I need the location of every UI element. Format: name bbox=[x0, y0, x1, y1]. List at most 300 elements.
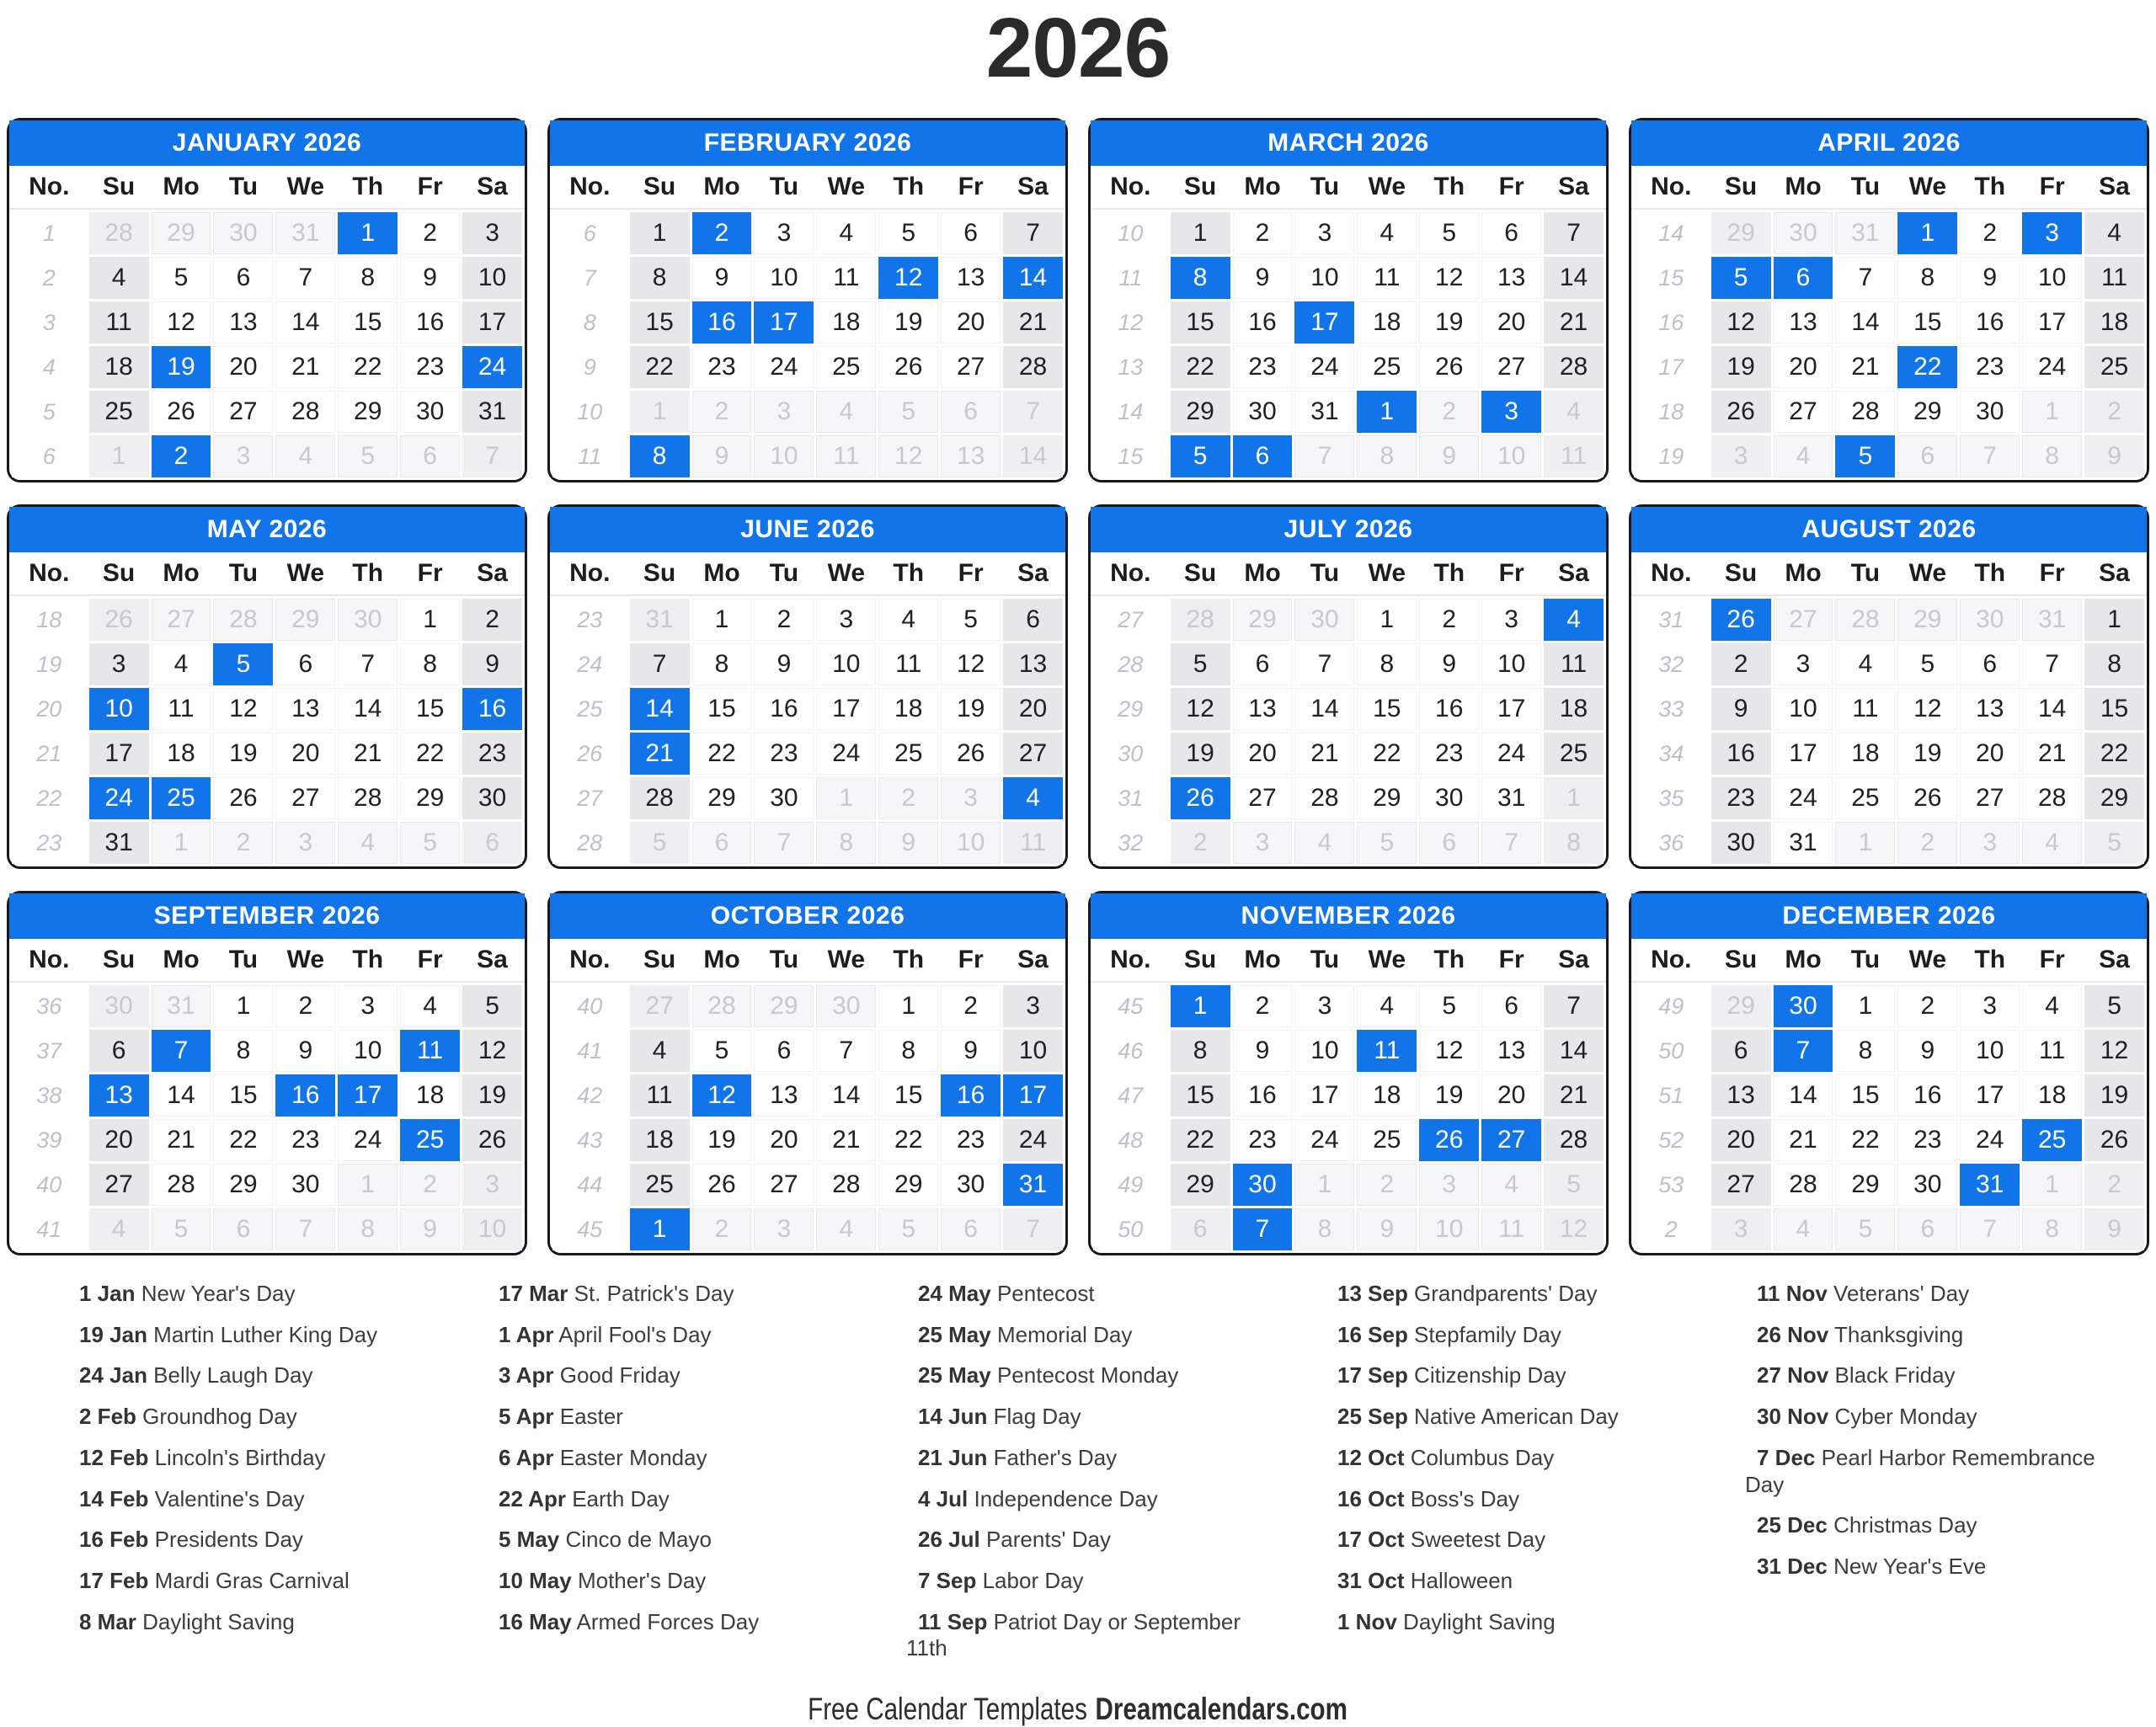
day-cell: 29 bbox=[1897, 391, 1957, 433]
day-cell: 30 bbox=[941, 1164, 1001, 1206]
day-cell: 6 bbox=[941, 391, 1001, 433]
day-header-cell: We bbox=[286, 173, 325, 200]
holiday-date: 1 Jan bbox=[79, 1281, 136, 1306]
day-cell: 9 bbox=[692, 435, 752, 477]
day-cell: 4 bbox=[1294, 822, 1354, 864]
day-header-cell: Su bbox=[1183, 559, 1217, 587]
holiday-name: Christmas Day bbox=[1827, 1512, 1977, 1538]
day-cell: 3 bbox=[754, 391, 814, 433]
holiday-list bbox=[1745, 1281, 2122, 1676]
holiday-name: Belly Laugh Day bbox=[147, 1362, 313, 1389]
day-cell: 2 bbox=[2084, 1164, 2144, 1206]
day-cell: 3 bbox=[1233, 822, 1293, 864]
day-cell: 31 bbox=[1294, 391, 1354, 433]
day-cell: 5 bbox=[213, 643, 273, 685]
day-header-cell: We bbox=[286, 559, 325, 587]
day-cell: 14 bbox=[275, 301, 335, 344]
day-cell: 4 bbox=[338, 822, 398, 864]
day-cell: 23 bbox=[692, 346, 752, 388]
day-cell: 20 bbox=[213, 346, 273, 388]
week-number: 19 bbox=[1634, 435, 1709, 477]
day-header-row bbox=[550, 552, 1065, 596]
week-number: 35 bbox=[1634, 777, 1709, 819]
holiday-date: 7 Dec bbox=[1757, 1444, 1816, 1470]
week-number: 48 bbox=[1093, 1119, 1168, 1161]
day-cell: 8 bbox=[1357, 435, 1417, 477]
day-cell: 2 bbox=[692, 391, 752, 433]
day-header-cell: Tu bbox=[228, 559, 259, 587]
week-number: 52 bbox=[1634, 1119, 1709, 1161]
week-number: 46 bbox=[1093, 1030, 1168, 1072]
day-header-cell: Fr bbox=[417, 173, 443, 200]
day-header-cell: Th bbox=[1433, 173, 1465, 200]
day-cell: 9 bbox=[400, 257, 460, 299]
day-header-row bbox=[1091, 166, 1606, 210]
day-cell: 4 bbox=[2022, 985, 2082, 1027]
holiday-entry bbox=[1326, 1568, 1703, 1595]
week-number: 15 bbox=[1093, 435, 1168, 477]
day-header-cell: Mo bbox=[163, 173, 200, 200]
holiday-name: Citizenship Day bbox=[1407, 1362, 1566, 1389]
day-cell: 5 bbox=[1835, 435, 1895, 477]
day-cell: 10 bbox=[89, 688, 149, 730]
day-cell: 15 bbox=[338, 301, 398, 344]
day-cell: 2 bbox=[400, 1164, 460, 1206]
day-cell: 30 bbox=[462, 777, 522, 819]
week-number: 50 bbox=[1634, 1030, 1709, 1072]
day-cell: 22 bbox=[1835, 1119, 1895, 1161]
day-cell: 27 bbox=[1233, 777, 1293, 819]
day-cell: 25 bbox=[152, 777, 211, 819]
day-cell: 16 bbox=[754, 688, 814, 730]
day-cell: 2 bbox=[941, 985, 1001, 1027]
holiday-date: 16 May bbox=[499, 1608, 572, 1634]
day-cell: 19 bbox=[1419, 1074, 1479, 1117]
day-cell: 19 bbox=[692, 1119, 752, 1161]
day-cell: 27 bbox=[1003, 733, 1063, 775]
day-header-cell: Su bbox=[1724, 173, 1758, 200]
day-cell: 22 bbox=[1357, 733, 1417, 775]
day-cell: 18 bbox=[878, 688, 938, 730]
day-header-cell: Tu bbox=[769, 946, 799, 973]
day-header-cell: Sa bbox=[1558, 559, 1589, 587]
day-cell: 6 bbox=[1233, 435, 1293, 477]
holiday-list bbox=[1326, 1281, 1703, 1676]
day-cell: 17 bbox=[338, 1074, 398, 1117]
holiday-date: 25 May bbox=[918, 1321, 991, 1347]
day-cell: 11 bbox=[1544, 643, 1604, 685]
day-cell: 3 bbox=[462, 212, 522, 254]
day-cell: 25 bbox=[816, 346, 876, 388]
day-cell: 6 bbox=[462, 822, 522, 864]
day-cell: 2 bbox=[1960, 212, 2020, 254]
day-cell: 3 bbox=[213, 435, 273, 477]
day-header-cell: We bbox=[827, 559, 866, 587]
day-cell: 9 bbox=[1419, 435, 1479, 477]
day-cell: 2 bbox=[754, 599, 814, 641]
day-cell: 14 bbox=[1774, 1074, 1833, 1117]
day-cell: 1 bbox=[1171, 985, 1230, 1027]
day-cell: 7 bbox=[1481, 822, 1541, 864]
day-cell: 9 bbox=[1960, 257, 2020, 299]
day-cell: 24 bbox=[462, 346, 522, 388]
day-cell: 5 bbox=[462, 985, 522, 1027]
day-cell: 7 bbox=[1294, 435, 1354, 477]
holiday-name: Daylight Saving bbox=[1396, 1608, 1556, 1634]
weeks-grid bbox=[1091, 210, 1606, 480]
weeks-grid bbox=[1631, 983, 2147, 1253]
day-cell: 27 bbox=[213, 391, 273, 433]
week-number: 34 bbox=[1634, 733, 1709, 775]
day-header-cell: No. bbox=[1651, 946, 1692, 973]
day-cell: 9 bbox=[692, 257, 752, 299]
day-cell: 16 bbox=[1233, 301, 1293, 344]
holiday-list bbox=[487, 1281, 864, 1676]
day-header-cell: Tu bbox=[228, 173, 259, 200]
day-cell: 10 bbox=[1960, 1030, 2020, 1072]
day-cell: 31 bbox=[1003, 1164, 1063, 1206]
holiday-date: 14 Feb bbox=[79, 1485, 149, 1511]
day-cell: 15 bbox=[1171, 1074, 1230, 1117]
day-cell: 5 bbox=[878, 391, 938, 433]
week-number: 31 bbox=[1093, 777, 1168, 819]
day-cell: 8 bbox=[1544, 822, 1604, 864]
week-number: 33 bbox=[1634, 688, 1709, 730]
month-block bbox=[547, 891, 1068, 1255]
day-header-cell: Mo bbox=[1244, 559, 1281, 587]
day-cell: 1 bbox=[630, 212, 690, 254]
day-cell: 3 bbox=[1711, 435, 1771, 477]
day-cell: 23 bbox=[275, 1119, 335, 1161]
day-cell: 12 bbox=[2084, 1030, 2144, 1072]
day-cell: 17 bbox=[1960, 1074, 2020, 1117]
day-cell: 20 bbox=[754, 1119, 814, 1161]
week-number: 50 bbox=[1093, 1208, 1168, 1250]
weeks-grid bbox=[550, 983, 1065, 1253]
day-cell: 2 bbox=[462, 599, 522, 641]
day-header-cell: Su bbox=[1183, 173, 1217, 200]
footer bbox=[0, 1692, 2156, 1727]
day-cell: 26 bbox=[462, 1119, 522, 1161]
holiday-entry bbox=[1745, 1281, 2122, 1308]
day-cell: 2 bbox=[400, 212, 460, 254]
day-cell: 14 bbox=[1544, 257, 1604, 299]
holiday-entry bbox=[906, 1404, 1283, 1431]
week-number: 22 bbox=[12, 777, 87, 819]
day-cell: 23 bbox=[754, 733, 814, 775]
day-cell: 5 bbox=[630, 822, 690, 864]
day-cell: 12 bbox=[878, 257, 938, 299]
week-number: 47 bbox=[1093, 1074, 1168, 1117]
day-cell: 10 bbox=[1003, 1030, 1063, 1072]
holiday-date: 2 Feb bbox=[79, 1404, 136, 1430]
day-cell: 5 bbox=[2084, 985, 2144, 1027]
day-cell: 1 bbox=[878, 985, 938, 1027]
holiday-date: 16 Sep bbox=[1337, 1321, 1408, 1347]
day-cell: 11 bbox=[878, 643, 938, 685]
day-cell: 5 bbox=[1419, 985, 1479, 1027]
day-cell: 2 bbox=[1357, 1164, 1417, 1206]
day-cell: 17 bbox=[89, 733, 149, 775]
week-number: 42 bbox=[552, 1074, 627, 1117]
day-cell: 7 bbox=[1960, 1208, 2020, 1250]
day-header-row bbox=[9, 552, 525, 596]
day-cell: 8 bbox=[400, 643, 460, 685]
day-cell: 28 bbox=[1835, 391, 1895, 433]
day-cell: 18 bbox=[630, 1119, 690, 1161]
day-cell: 9 bbox=[1711, 688, 1771, 730]
day-cell: 10 bbox=[1419, 1208, 1479, 1250]
day-cell: 31 bbox=[1960, 1164, 2020, 1206]
day-cell: 3 bbox=[1960, 985, 2020, 1027]
day-cell: 31 bbox=[630, 599, 690, 641]
week-number: 1 bbox=[12, 212, 87, 254]
day-header-cell: Sa bbox=[1017, 559, 1049, 587]
day-header-cell: Su bbox=[102, 173, 136, 200]
day-cell: 28 bbox=[1835, 599, 1895, 641]
holiday-date: 16 Oct bbox=[1337, 1485, 1405, 1511]
day-cell: 7 bbox=[2022, 643, 2082, 685]
day-cell: 1 bbox=[630, 391, 690, 433]
day-header-cell: We bbox=[1908, 946, 1947, 973]
week-number: 41 bbox=[12, 1208, 87, 1250]
day-header-row bbox=[550, 166, 1065, 210]
day-cell: 12 bbox=[1711, 301, 1771, 344]
day-cell: 20 bbox=[1960, 733, 2020, 775]
holiday-entry bbox=[1745, 1322, 2122, 1349]
day-header-cell: We bbox=[827, 946, 866, 973]
day-cell: 12 bbox=[1171, 688, 1230, 730]
day-cell: 28 bbox=[816, 1164, 876, 1206]
holiday-entry bbox=[487, 1322, 864, 1349]
day-cell: 22 bbox=[400, 733, 460, 775]
day-cell: 20 bbox=[275, 733, 335, 775]
day-cell: 18 bbox=[89, 346, 149, 388]
day-cell: 4 bbox=[816, 391, 876, 433]
day-cell: 26 bbox=[1711, 599, 1771, 641]
day-cell: 20 bbox=[1774, 346, 1833, 388]
month-title: MAY 2026 bbox=[9, 507, 525, 552]
day-cell: 19 bbox=[941, 688, 1001, 730]
day-cell: 8 bbox=[2084, 643, 2144, 685]
day-cell: 16 bbox=[275, 1074, 335, 1117]
day-cell: 30 bbox=[1233, 391, 1293, 433]
holiday-name: Easter Monday bbox=[553, 1444, 707, 1470]
day-cell: 27 bbox=[941, 346, 1001, 388]
day-cell: 9 bbox=[878, 822, 938, 864]
day-cell: 19 bbox=[2084, 1074, 2144, 1117]
day-cell: 4 bbox=[816, 212, 876, 254]
week-number: 29 bbox=[1093, 688, 1168, 730]
week-number: 23 bbox=[552, 599, 627, 641]
day-cell: 22 bbox=[213, 1119, 273, 1161]
week-number: 16 bbox=[1634, 301, 1709, 344]
holiday-name: Pearl Harbor Remembrance Day bbox=[1745, 1444, 2095, 1497]
day-cell: 11 bbox=[816, 257, 876, 299]
day-cell: 3 bbox=[1419, 1164, 1479, 1206]
day-cell: 26 bbox=[1171, 777, 1230, 819]
holiday-date: 27 Nov bbox=[1757, 1362, 1829, 1389]
day-cell: 13 bbox=[1960, 688, 2020, 730]
day-cell: 23 bbox=[400, 346, 460, 388]
weeks-grid bbox=[9, 596, 525, 866]
day-cell: 18 bbox=[2022, 1074, 2082, 1117]
holiday-name: Pentecost bbox=[990, 1281, 1095, 1306]
day-cell: 27 bbox=[275, 777, 335, 819]
holidays-section bbox=[67, 1281, 2122, 1676]
day-header-cell: Tu bbox=[1850, 559, 1881, 587]
day-cell: 3 bbox=[338, 985, 398, 1027]
footer-brand: Dreamcalendars.com bbox=[1095, 1692, 1348, 1727]
day-cell: 1 bbox=[1835, 822, 1895, 864]
day-cell: 5 bbox=[692, 1030, 752, 1072]
day-header-cell: Tu bbox=[1310, 173, 1340, 200]
day-header-cell: Mo bbox=[703, 946, 740, 973]
day-cell: 10 bbox=[754, 257, 814, 299]
day-cell: 31 bbox=[89, 822, 149, 864]
day-header-cell: Tu bbox=[769, 173, 799, 200]
day-cell: 16 bbox=[1419, 688, 1479, 730]
holiday-date: 19 Jan bbox=[79, 1321, 147, 1347]
day-cell: 9 bbox=[941, 1030, 1001, 1072]
day-cell: 17 bbox=[1003, 1074, 1063, 1117]
day-cell: 3 bbox=[754, 212, 814, 254]
day-cell: 6 bbox=[1897, 1208, 1957, 1250]
month-block bbox=[1629, 891, 2149, 1255]
day-cell: 1 bbox=[1357, 599, 1417, 641]
weeks-grid bbox=[9, 983, 525, 1253]
week-number: 5 bbox=[12, 391, 87, 433]
day-cell: 26 bbox=[213, 777, 273, 819]
day-header-cell: We bbox=[1368, 559, 1406, 587]
holiday-date: 24 May bbox=[918, 1281, 991, 1306]
week-number: 12 bbox=[1093, 301, 1168, 344]
holiday-date: 31 Oct bbox=[1337, 1568, 1405, 1594]
day-cell: 12 bbox=[152, 301, 211, 344]
day-header-cell: Mo bbox=[1785, 946, 1822, 973]
day-cell: 21 bbox=[275, 346, 335, 388]
day-cell: 4 bbox=[1357, 212, 1417, 254]
day-header-cell: No. bbox=[1110, 559, 1151, 587]
day-cell: 1 bbox=[2022, 1164, 2082, 1206]
week-number: 19 bbox=[12, 643, 87, 685]
day-cell: 15 bbox=[213, 1074, 273, 1117]
day-header-cell: We bbox=[1368, 173, 1406, 200]
week-number: 11 bbox=[552, 435, 627, 477]
holiday-entry bbox=[487, 1568, 864, 1595]
holiday-date: 17 Mar bbox=[499, 1281, 568, 1306]
holiday-entry bbox=[1745, 1445, 2122, 1498]
day-cell: 5 bbox=[1357, 822, 1417, 864]
day-cell: 19 bbox=[462, 1074, 522, 1117]
day-cell: 9 bbox=[1897, 1030, 1957, 1072]
day-cell: 7 bbox=[462, 435, 522, 477]
holiday-name: Columbus Day bbox=[1404, 1444, 1555, 1470]
week-number: 2 bbox=[12, 257, 87, 299]
day-header-cell: Th bbox=[1974, 946, 2006, 973]
day-header-cell: Su bbox=[102, 559, 136, 587]
day-cell: 2 bbox=[1897, 822, 1957, 864]
holiday-list bbox=[906, 1281, 1283, 1676]
holiday-date: 5 Apr bbox=[499, 1404, 554, 1430]
day-cell: 5 bbox=[1171, 643, 1230, 685]
week-number: 32 bbox=[1093, 822, 1168, 864]
day-cell: 5 bbox=[400, 822, 460, 864]
holiday-date: 25 May bbox=[918, 1362, 991, 1389]
month-title: FEBRUARY 2026 bbox=[550, 120, 1065, 166]
day-cell: 27 bbox=[1481, 1119, 1541, 1161]
day-cell: 8 bbox=[338, 1208, 398, 1250]
day-cell: 27 bbox=[1774, 391, 1833, 433]
weeks-grid bbox=[550, 210, 1065, 480]
day-cell: 2 bbox=[275, 985, 335, 1027]
holiday-name: Thanksgiving bbox=[1828, 1321, 1964, 1347]
week-number: 44 bbox=[552, 1164, 627, 1206]
day-cell: 10 bbox=[2022, 257, 2082, 299]
holiday-name: Boss's Day bbox=[1404, 1485, 1519, 1511]
holiday-date: 12 Oct bbox=[1337, 1444, 1405, 1470]
holiday-entry bbox=[487, 1404, 864, 1431]
day-header-cell: Tu bbox=[769, 559, 799, 587]
week-number: 20 bbox=[12, 688, 87, 730]
holiday-entry bbox=[906, 1609, 1283, 1662]
holiday-entry bbox=[67, 1486, 445, 1513]
day-cell: 18 bbox=[816, 301, 876, 344]
holiday-entry bbox=[1745, 1554, 2122, 1580]
day-cell: 6 bbox=[692, 822, 752, 864]
day-cell: 2 bbox=[1897, 985, 1957, 1027]
day-header-cell: Sa bbox=[477, 173, 508, 200]
day-header-cell: Mo bbox=[703, 559, 740, 587]
holiday-date: 13 Sep bbox=[1337, 1281, 1408, 1306]
day-cell: 12 bbox=[941, 643, 1001, 685]
day-cell: 7 bbox=[816, 1030, 876, 1072]
day-cell: 16 bbox=[1711, 733, 1771, 775]
day-cell: 23 bbox=[941, 1119, 1001, 1161]
day-cell: 16 bbox=[1960, 301, 2020, 344]
holiday-name: Valentine's Day bbox=[148, 1485, 305, 1511]
day-cell: 25 bbox=[1357, 1119, 1417, 1161]
holiday-entry bbox=[1326, 1527, 1703, 1554]
day-cell: 25 bbox=[2022, 1119, 2082, 1161]
day-cell: 5 bbox=[1171, 435, 1230, 477]
day-cell: 17 bbox=[462, 301, 522, 344]
day-cell: 23 bbox=[1711, 777, 1771, 819]
day-cell: 13 bbox=[1481, 1030, 1541, 1072]
day-cell: 15 bbox=[1835, 1074, 1895, 1117]
day-cell: 20 bbox=[1233, 733, 1293, 775]
day-cell: 13 bbox=[213, 301, 273, 344]
day-header-cell: Th bbox=[352, 946, 384, 973]
day-header-cell: Fr bbox=[1498, 173, 1524, 200]
holiday-name: Memorial Day bbox=[990, 1321, 1133, 1347]
holiday-entry bbox=[906, 1322, 1283, 1349]
holiday-date: 5 May bbox=[499, 1527, 560, 1553]
day-cell: 2 bbox=[1171, 822, 1230, 864]
day-cell: 11 bbox=[400, 1030, 460, 1072]
day-header-cell: Sa bbox=[2099, 559, 2130, 587]
day-cell: 3 bbox=[89, 643, 149, 685]
day-cell: 10 bbox=[462, 1208, 522, 1250]
week-number: 8 bbox=[552, 301, 627, 344]
holiday-entry bbox=[67, 1609, 445, 1636]
day-cell: 14 bbox=[630, 688, 690, 730]
holiday-entry bbox=[906, 1362, 1283, 1389]
day-cell: 19 bbox=[1419, 301, 1479, 344]
week-number: 11 bbox=[1093, 257, 1168, 299]
day-cell: 26 bbox=[1419, 1119, 1479, 1161]
day-cell: 7 bbox=[1835, 257, 1895, 299]
